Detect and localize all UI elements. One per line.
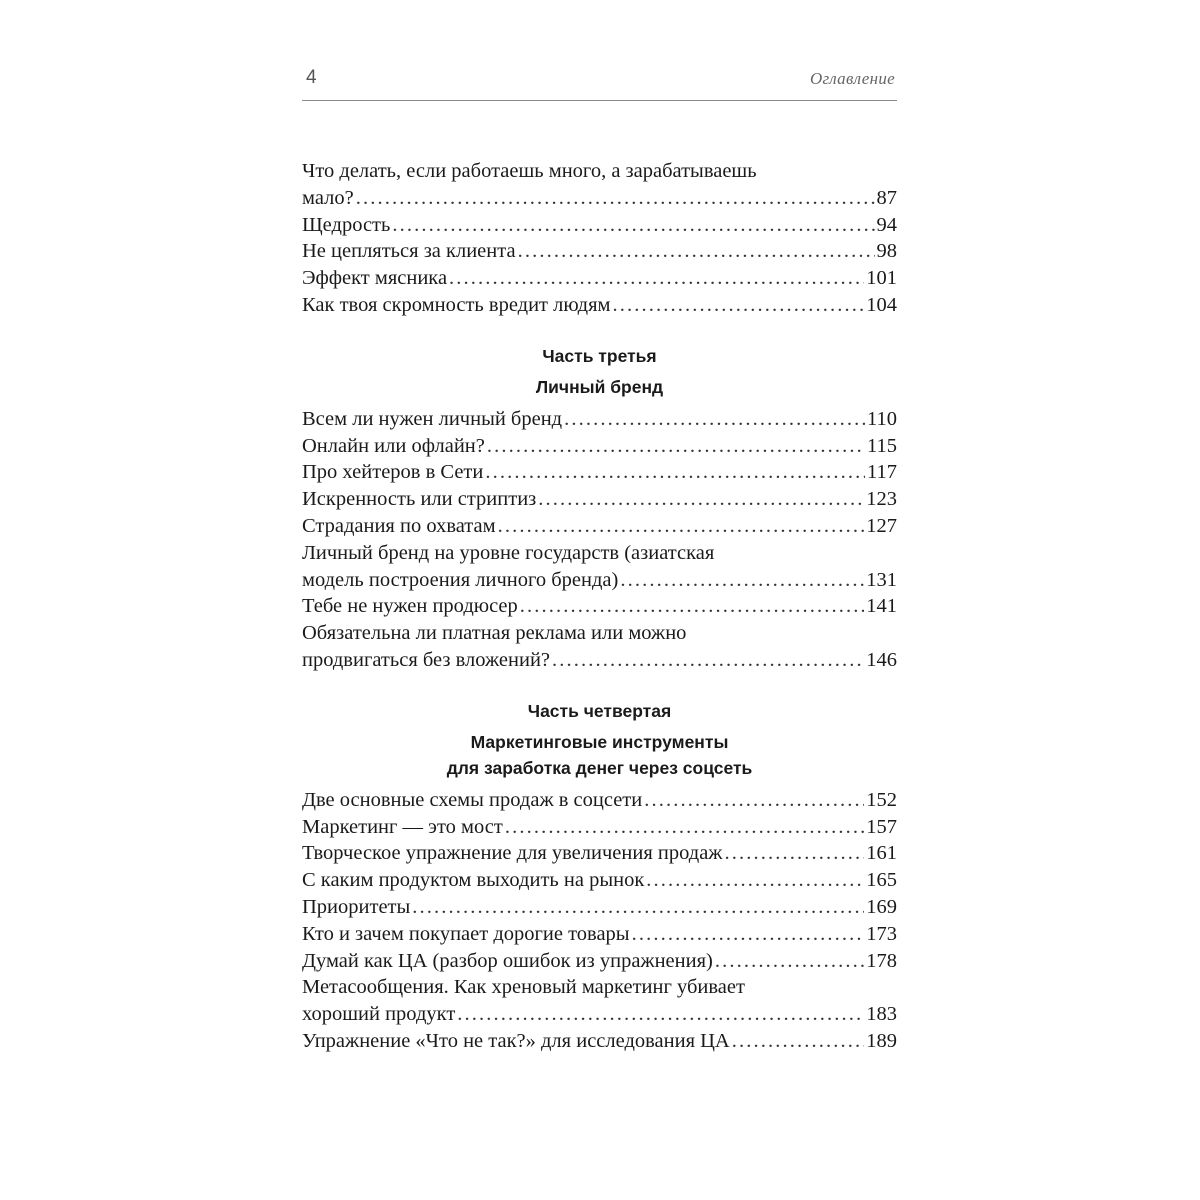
toc-entry-title: Приоритеты: [302, 895, 411, 918]
toc-entry-line: [302, 921, 897, 948]
toc-entry-title: Думай как ЦА (разбор ошибок из упражнения): [302, 949, 713, 972]
toc-entry-title: Маркетинг — это мост: [302, 815, 503, 838]
toc-entry-line: [302, 948, 897, 975]
toc-entry: [302, 433, 897, 460]
toc-entry-line: [302, 212, 897, 239]
toc-entry-line: [302, 459, 897, 486]
toc-page-number: 157: [866, 815, 897, 838]
toc-entry-title: Две основные схемы продаж в соцсети: [302, 788, 643, 811]
toc-entry: [302, 867, 897, 894]
toc-page-number: 183: [866, 1003, 897, 1026]
toc-entry-line: [302, 593, 897, 620]
toc-entry-title: С каким продуктом выходить на рынок: [302, 869, 645, 892]
toc-entry-title: Всем ли нужен личный бренд: [302, 407, 563, 430]
dot-leader: [644, 787, 864, 814]
toc-group: [302, 406, 897, 674]
toc-page-number: 161: [866, 842, 897, 865]
toc-entry-line: [302, 265, 897, 292]
part-label: Часть третья: [542, 345, 657, 366]
toc-entry-line: [302, 486, 897, 513]
toc-page-number: 152: [866, 788, 897, 811]
table-of-contents: [302, 158, 897, 1055]
dot-leader: [518, 238, 875, 265]
toc-entry: [302, 158, 897, 212]
toc-entry-line: [302, 433, 897, 460]
toc-page-number: 146: [866, 648, 897, 671]
dot-leader: [520, 593, 864, 620]
toc-group: [302, 787, 897, 1055]
toc-entry-title: хороший продукт: [302, 1003, 456, 1026]
dot-leader: [412, 894, 864, 921]
toc-entry: [302, 974, 897, 1028]
toc-entry: [302, 948, 897, 975]
dot-leader: [564, 406, 865, 433]
toc-entry-title: Эффект мясника: [302, 267, 448, 290]
toc-entry-title: Кто и зачем покупает дорогие товары: [302, 922, 630, 945]
toc-entry-title-line: Личный бренд на уровне государств (азиатская: [302, 541, 715, 564]
toc-page-number: 123: [866, 488, 897, 511]
toc-entry-title: Творческое упражнение для увеличения продаж: [302, 842, 723, 865]
part-title-line: для заработка денег через соцсеть: [446, 757, 753, 778]
toc-entry: [302, 238, 897, 265]
toc-entry-title-line: Обязательна ли платная реклама или можно: [302, 622, 687, 645]
toc-entry: [302, 459, 897, 486]
toc-entry-line: [302, 513, 897, 540]
toc-entry-title: Онлайн или офлайн?: [302, 434, 485, 457]
part-title-line: Маркетинговые инструменты: [470, 731, 729, 752]
toc-entry: [302, 212, 897, 239]
toc-entry: [302, 292, 897, 319]
toc-entry: [302, 265, 897, 292]
toc-entry-line: [302, 787, 897, 814]
toc-entry: [302, 894, 897, 921]
dot-leader: [724, 840, 864, 867]
toc-page-number: 189: [866, 1029, 897, 1052]
page-number: 4: [306, 67, 317, 88]
dot-leader: [457, 1001, 864, 1028]
toc-entry-line: [302, 1001, 897, 1028]
part-title: [302, 374, 897, 400]
toc-entry: [302, 486, 897, 513]
toc-page-number: 173: [866, 922, 897, 945]
part-title-line: Личный бренд: [535, 376, 664, 397]
toc-entry-line: [302, 840, 897, 867]
toc-entry-line: [302, 867, 897, 894]
toc-entry-title: Тебе не нужен продюсер: [302, 595, 518, 618]
toc-entry: [302, 620, 897, 674]
dot-leader: [612, 292, 864, 319]
toc-page-number: 94: [876, 213, 897, 236]
toc-entry-title: продвигаться без вложений?: [302, 648, 551, 671]
part-title: [302, 729, 897, 781]
toc-entry-title: Не цепляться за клиента: [302, 240, 516, 263]
dot-leader: [538, 486, 864, 513]
toc-entry-title-line: Метасообщения. Как хреновый маркетинг убивает: [302, 976, 745, 999]
toc-page-number: 178: [866, 949, 897, 972]
toc-entry: [302, 921, 897, 948]
dot-leader: [498, 513, 865, 540]
toc-entry: [302, 840, 897, 867]
toc-entry-line: [302, 567, 897, 594]
dot-leader: [356, 185, 875, 212]
dot-leader: [487, 433, 865, 460]
toc-entry-title: модель построения личного бренда): [302, 568, 619, 591]
toc-entry: [302, 406, 897, 433]
toc-entry-title: Упражнение «Что не так?» для исследования ЦА: [302, 1029, 730, 1052]
toc-page-number: 98: [876, 240, 897, 263]
toc-page-number: 127: [866, 514, 897, 537]
toc-entry: [302, 814, 897, 841]
toc-entry-line: [302, 647, 897, 674]
toc-entry-title: Про хейтеров в Сети: [302, 461, 484, 484]
dot-leader: [715, 948, 864, 975]
toc-page-number: 87: [876, 186, 897, 209]
dot-leader: [505, 814, 864, 841]
toc-entry-line: [302, 1028, 897, 1055]
part-label: Часть четвертая: [527, 700, 672, 721]
toc-page-number: 165: [866, 869, 897, 892]
toc-entry-title-line: Что делать, если работаешь много, а зарабатываешь: [302, 160, 757, 182]
toc-page-number: 131: [866, 568, 897, 591]
toc-entry: [302, 540, 897, 594]
toc-entry: [302, 1028, 897, 1055]
toc-entry-title: Страдания по охватам: [302, 514, 496, 537]
toc-entry-title: мало?: [302, 186, 354, 209]
toc-page-number: 169: [866, 895, 897, 918]
toc-entry-line: [302, 406, 897, 433]
toc-entry: [302, 787, 897, 814]
dot-leader: [552, 647, 864, 674]
toc-page-number: 117: [867, 461, 897, 484]
toc-entry-line: [302, 894, 897, 921]
dot-leader: [485, 459, 865, 486]
toc-page-number: 141: [866, 595, 897, 618]
toc-entry-line: [302, 292, 897, 319]
toc-entry-line: [302, 185, 897, 212]
dot-leader: [632, 921, 865, 948]
running-head: [302, 64, 897, 101]
running-head-title: Оглавление: [809, 69, 895, 88]
toc-page-number: 110: [867, 407, 897, 430]
dot-leader: [732, 1028, 865, 1055]
dot-leader: [620, 567, 864, 594]
dot-leader: [392, 212, 874, 239]
dot-leader: [646, 867, 864, 894]
dot-leader: [449, 265, 864, 292]
toc-entry-title: Искренность или стриптиз: [302, 488, 537, 511]
toc-page-number: 115: [867, 434, 897, 457]
toc-entry-title: Как твоя скромность вредит людям: [302, 293, 611, 316]
toc-page-number: 101: [866, 267, 897, 290]
toc-group: [302, 158, 897, 319]
toc-page-number: 104: [866, 293, 897, 316]
toc-entry: [302, 593, 897, 620]
toc-entry-line: [302, 238, 897, 265]
toc-entry: [302, 513, 897, 540]
toc-entry-title: Щедрость: [302, 213, 391, 236]
toc-entry-line: [302, 814, 897, 841]
